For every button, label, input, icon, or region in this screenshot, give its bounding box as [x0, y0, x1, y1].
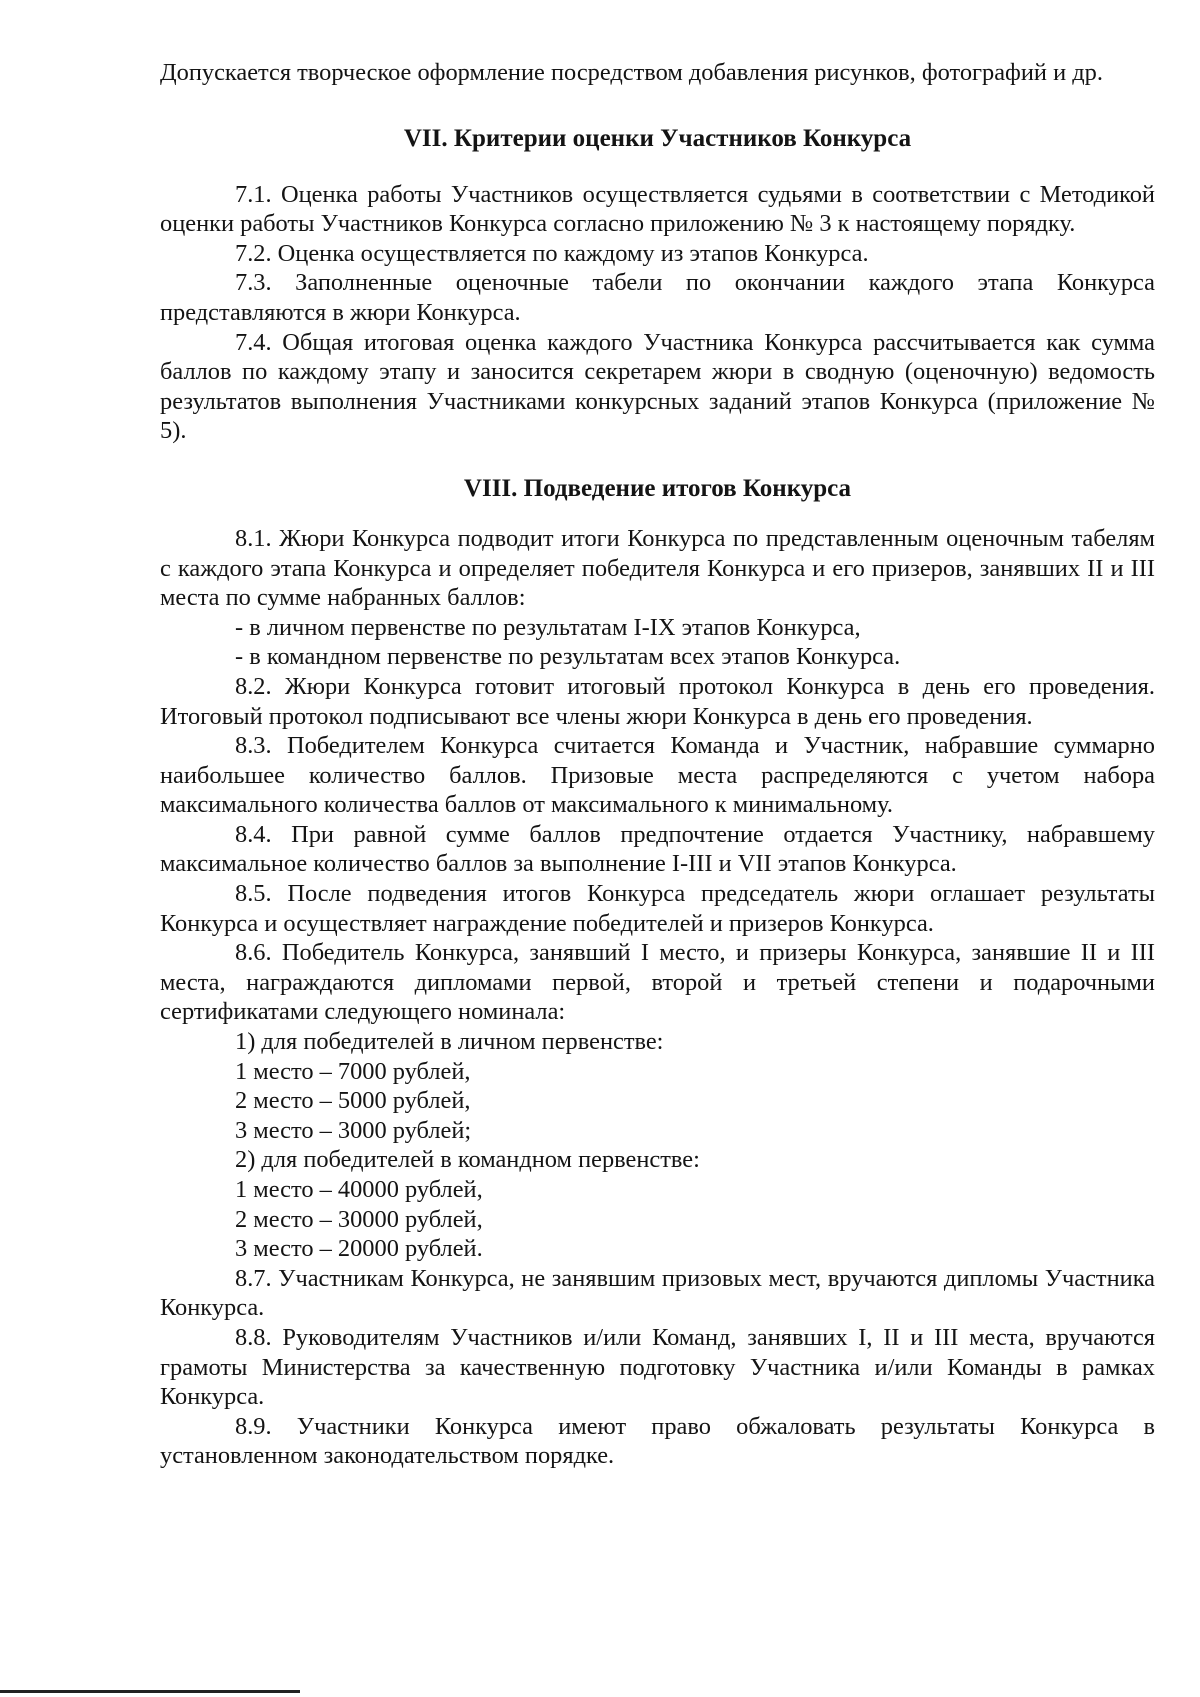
document-page [160, 58, 1155, 1471]
prize-list-item: 3 место – 3000 рублей; [235, 1116, 472, 1144]
paragraph-7-2: 7.2. Оценка осуществляется по каждому из этапов Конкурса. [235, 239, 869, 267]
paragraph-8-4: 8.4. При равной сумме баллов предпочтение отдается Участнику, набравшему максимальное количество баллов за выполнение I-III и VII этапов Конкурса. [160, 820, 1155, 878]
section-8-heading: VIII. Подведение итогов Конкурса [463, 474, 852, 502]
list-item-personal: - в личном первенстве по результатам I-IX этапов Конкурса, [235, 613, 861, 641]
page-bottom-rule [0, 1690, 300, 1693]
prize-list-item: 3 место – 20000 рублей. [235, 1235, 483, 1263]
list-item-team: - в командном первенстве по результатам всех этапов Конкурса. [235, 643, 901, 671]
prize-list-item: 1 место – 7000 рублей, [235, 1057, 471, 1085]
paragraph-8-9: 8.9. Участники Конкурса имеют право обжаловать результаты Конкурса в установленном законодательством порядке. [160, 1412, 1155, 1470]
paragraph-7-1: 7.1. Оценка работы Участников осуществляется судьями в соответствии с Методикой оценки работы Участников Конкурса согласно приложению № 3 к настоящему порядку. [160, 180, 1155, 238]
paragraph-8-8: 8.8. Руководителям Участников и/или Команд, занявших I, II и III места, вручаются грамоты Министерства за качественную подготовку Участника и/или Команды в рамках Конкурса. [160, 1323, 1155, 1411]
prize-list-team-title: 2) для победителей в командном первенстве: [235, 1146, 700, 1174]
prize-list-item: 2 место – 5000 рублей, [235, 1087, 471, 1115]
paragraph-7-3: 7.3. Заполненные оценочные табели по окончании каждого этапа Конкурса представляются в жюри Конкурса. [160, 269, 1155, 326]
paragraph-8-3: 8.3. Победителем Конкурса считается Команда и Участник, набравшие суммарно наибольшее количество баллов. Призовые места распределяются с учетом набора максимального количества баллов от максимального к минимальному. [160, 732, 1155, 819]
paragraph-8-1: 8.1. Жюри Конкурса подводит итоги Конкурса по представленным оценочным табелям с каждого этапа Конкурса и определяет победителя Конкурса и его призеров, занявших II и III места по сумме набранных баллов: [160, 524, 1155, 612]
paragraph-8-6: 8.6. Победитель Конкурса, занявший I место, и призеры Конкурса, занявшие II и III места, награждаются дипломами первой, второй и третьей степени и подарочными сертификатами следующего номинала: [160, 939, 1155, 1026]
prize-list-personal-title: 1) для победителей в личном первенстве: [235, 1028, 664, 1056]
paragraph-8-7: 8.7. Участникам Конкурса, не занявшим призовых мест, вручаются дипломы Участника Конкурса. [160, 1264, 1155, 1322]
prize-list-item: 1 место – 40000 рублей, [235, 1176, 483, 1203]
paragraph-8-2: 8.2. Жюри Конкурса готовит итоговый протокол Конкурса в день его проведения. Итоговый протокол подписывают все члены жюри Конкурса в день его проведения. [160, 672, 1155, 730]
prize-list-item: 2 место – 30000 рублей, [235, 1205, 483, 1233]
paragraph-7-4: 7.4. Общая итоговая оценка каждого Участника Конкурса рассчитывается как сумма баллов по каждому этапу и заносится секретарем жюри в сводную (оценочную) ведомость результатов выполнения Участниками конкурсных заданий этапов Конкурса (приложение № 5). [160, 328, 1155, 445]
section-7-heading: VII. Критерии оценки Участников Конкурса [403, 124, 912, 152]
paragraph-8-5: 8.5. После подведения итогов Конкурса председатель жюри оглашает результаты Конкурса и осуществляет награждение победителей и призеров Конкурса. [160, 880, 1155, 937]
intro-paragraph: Допускается творческое оформление посредством добавления рисунков, фотографий и др. [160, 59, 1103, 86]
